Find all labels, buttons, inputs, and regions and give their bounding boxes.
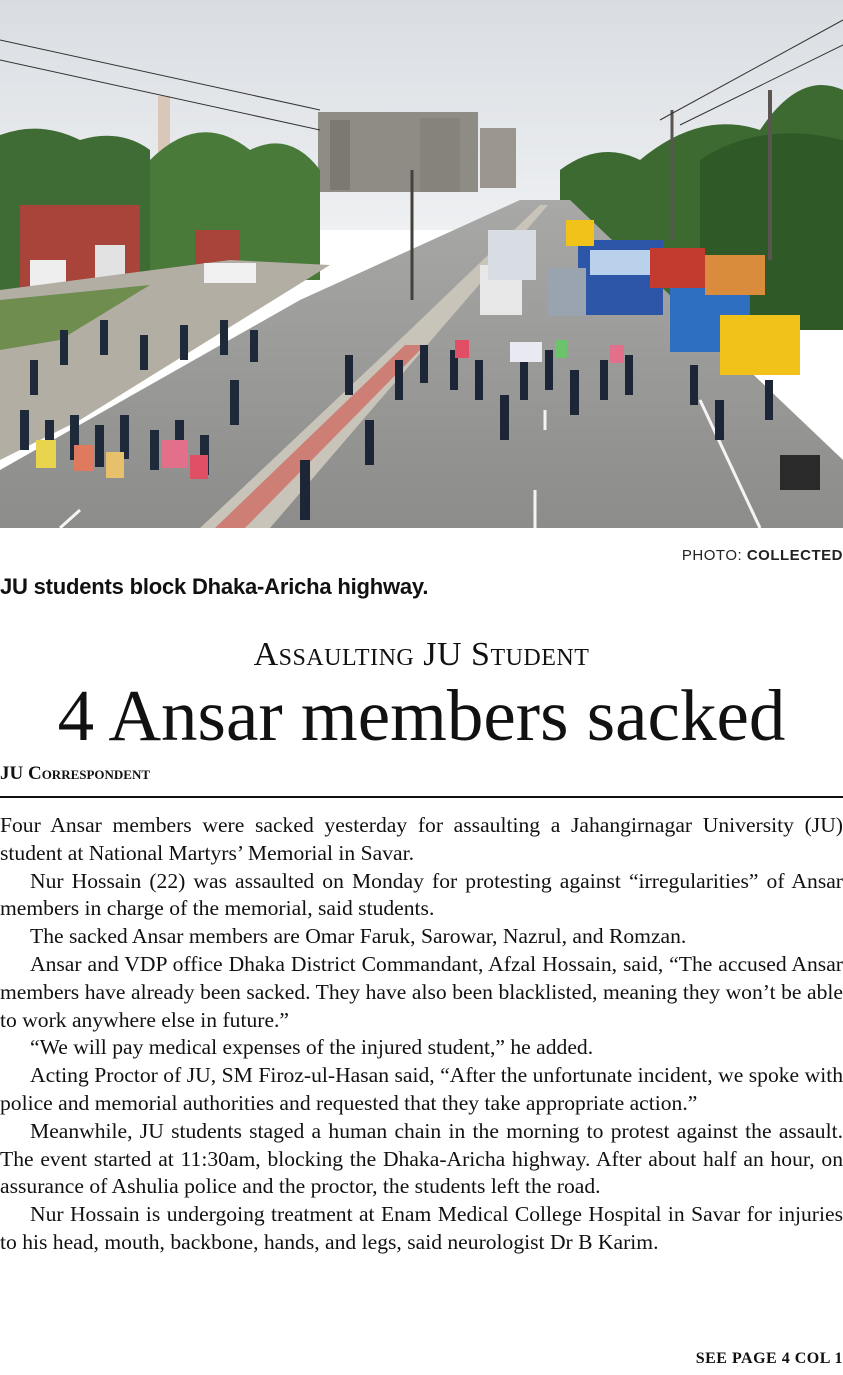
article-paragraph: Nur Hossain is undergoing treatment at Enam Medical College Hospital in Savar for injuries to his head, mouth, backbone, hands, and legs, said neurologist Dr B Karim. bbox=[0, 1202, 843, 1254]
article-headline: 4 Ansar members sacked bbox=[57, 675, 786, 756]
news-photo bbox=[0, 0, 843, 528]
article-byline: JU Correspondent bbox=[0, 763, 151, 784]
byline-divider bbox=[0, 796, 843, 798]
photo-credit-prefix: PHOTO: bbox=[681, 547, 743, 564]
article-paragraph: Meanwhile, JU students staged a human chain in the morning to protest against the assault. The event started at 11:30am, blocking the Dhaka-Aricha highway. After about half an hour, on assurance of Ashulia police and the proctor, the students left the road. bbox=[0, 1118, 843, 1199]
article-paragraph: “We will pay medical expenses of the injured student,” he added. bbox=[30, 1035, 594, 1060]
article-paragraph: The sacked Ansar members are Omar Faruk, Sarowar, Nazrul, and Romzan. bbox=[30, 924, 687, 949]
continued-jump-line[interactable]: SEE PAGE 4 COL 1 bbox=[695, 1350, 843, 1367]
article-kicker: Assaulting JU Student bbox=[253, 636, 590, 673]
article-paragraph: Ansar and VDP office Dhaka District Commandant, Afzal Hossain, said, “The accused Ansar members have already been sacked. They have also been blacklisted, meaning they won’t be able to work anywhere else in future.” bbox=[0, 951, 843, 1032]
article-paragraph: Acting Proctor of JU, SM Firoz-ul-Hasan said, “After the unfortunate incident, we spoke with police and memorial authorities and requested that they take appropriate action.” bbox=[0, 1063, 843, 1115]
photo-caption: JU students block Dhaka-Aricha highway. bbox=[0, 574, 429, 599]
photo-credit bbox=[682, 547, 843, 564]
article-paragraph: Four Ansar members were sacked yesterday for assaulting a Jahangirnagar University (JU) student at National Martyrs’ Memorial in Savar. bbox=[0, 813, 843, 865]
article-paragraph: Nur Hossain (22) was assaulted on Monday for protesting against “irregularities” of Ansar members in charge of the memorial, said students. bbox=[0, 868, 843, 921]
photo-credit-source: COLLECTED bbox=[746, 547, 843, 564]
highway-protest-photo bbox=[0, 0, 843, 528]
article-body bbox=[0, 812, 843, 1257]
